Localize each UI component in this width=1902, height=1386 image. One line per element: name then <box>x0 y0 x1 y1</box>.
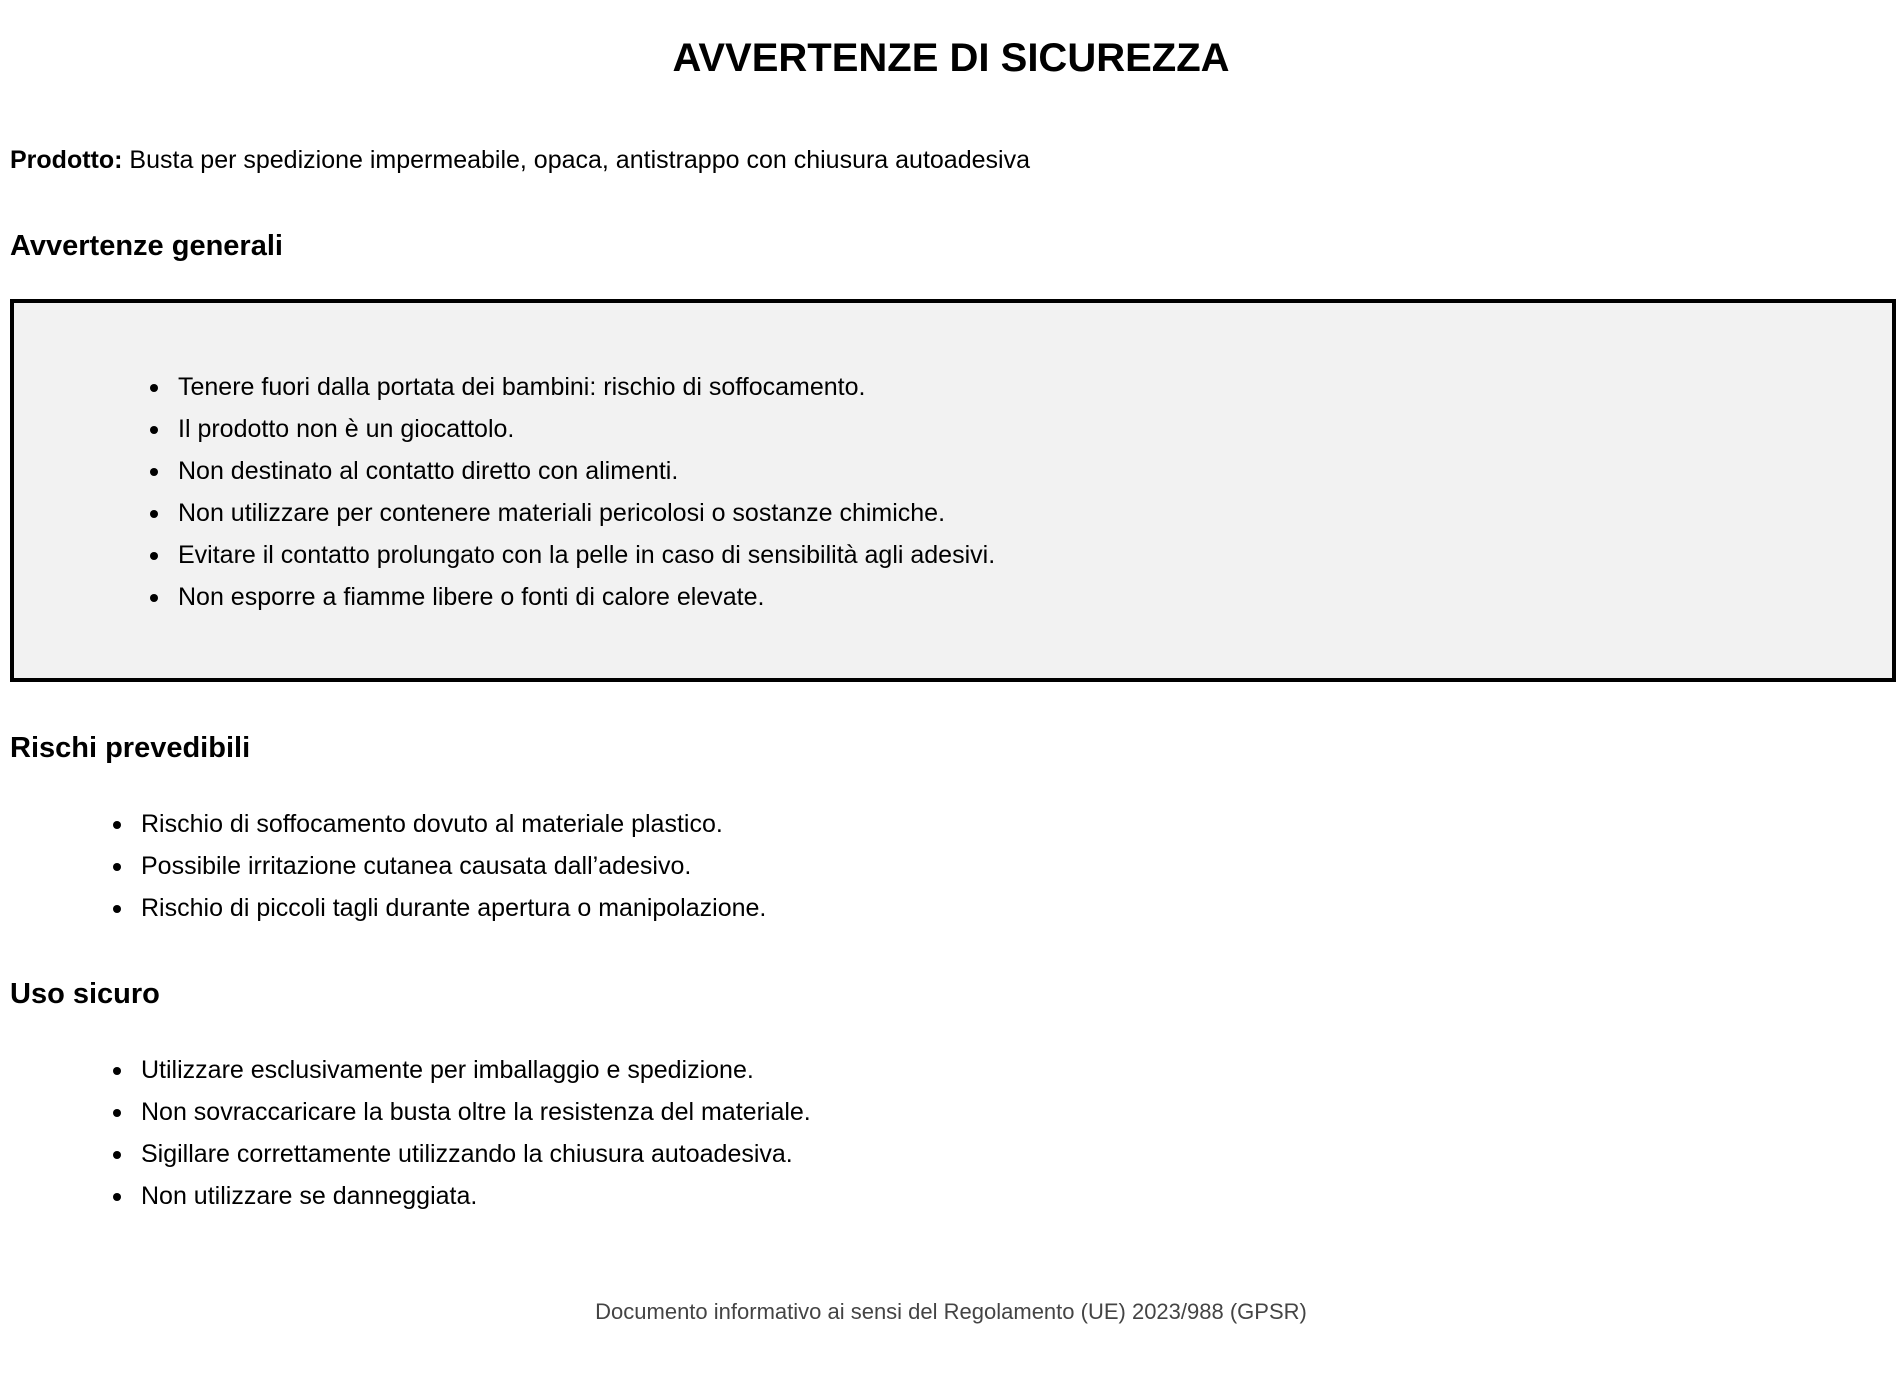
list-item: Non esporre a fiamme libere o fonti di calore elevate. <box>144 576 995 618</box>
section-heading-safe-use: Uso sicuro <box>10 978 160 1010</box>
list-item: Rischio di soffocamento dovuto al materiale plastico. <box>107 803 766 845</box>
section-heading-general-warnings: Avvertenze generali <box>10 230 283 262</box>
product-label: Prodotto: <box>10 146 123 174</box>
list-item: Rischio di piccoli tagli durante apertura o manipolazione. <box>107 887 766 929</box>
list-item: Evitare il contatto prolungato con la pelle in caso di sensibilità agli adesivi. <box>144 534 995 576</box>
list-item: Non utilizzare se danneggiata. <box>107 1175 811 1217</box>
list-item: Non utilizzare per contenere materiali pericolosi o sostanze chimiche. <box>144 492 995 534</box>
list-item: Tenere fuori dalla portata dei bambini: rischio di soffocamento. <box>144 366 995 408</box>
document-title: AVVERTENZE DI SICUREZZA <box>672 36 1230 80</box>
list-item: Il prodotto non è un giocattolo. <box>144 408 995 450</box>
general-warnings-box <box>10 299 1896 682</box>
product-line <box>10 142 1030 178</box>
footer-note: Documento informativo ai sensi del Regolamento (UE) 2023/988 (GPSR) <box>595 1299 1307 1324</box>
list-item: Sigillare correttamente utilizzando la chiusura autoadesiva. <box>107 1133 811 1175</box>
list-item: Utilizzare esclusivamente per imballaggio e spedizione. <box>107 1049 811 1091</box>
list-item: Non destinato al contatto diretto con alimenti. <box>144 450 995 492</box>
list-item: Non sovraccaricare la busta oltre la resistenza del materiale. <box>107 1091 811 1133</box>
general-warnings-list <box>144 366 995 618</box>
product-value: Busta per spedizione impermeabile, opaca, antistrappo con chiusura autoadesiva <box>129 146 1030 174</box>
section-heading-foreseeable-risks: Rischi prevedibili <box>10 732 251 764</box>
foreseeable-risks-list <box>107 803 766 929</box>
safe-use-list <box>107 1049 811 1217</box>
list-item: Possibile irritazione cutanea causata dall’adesivo. <box>107 845 766 887</box>
